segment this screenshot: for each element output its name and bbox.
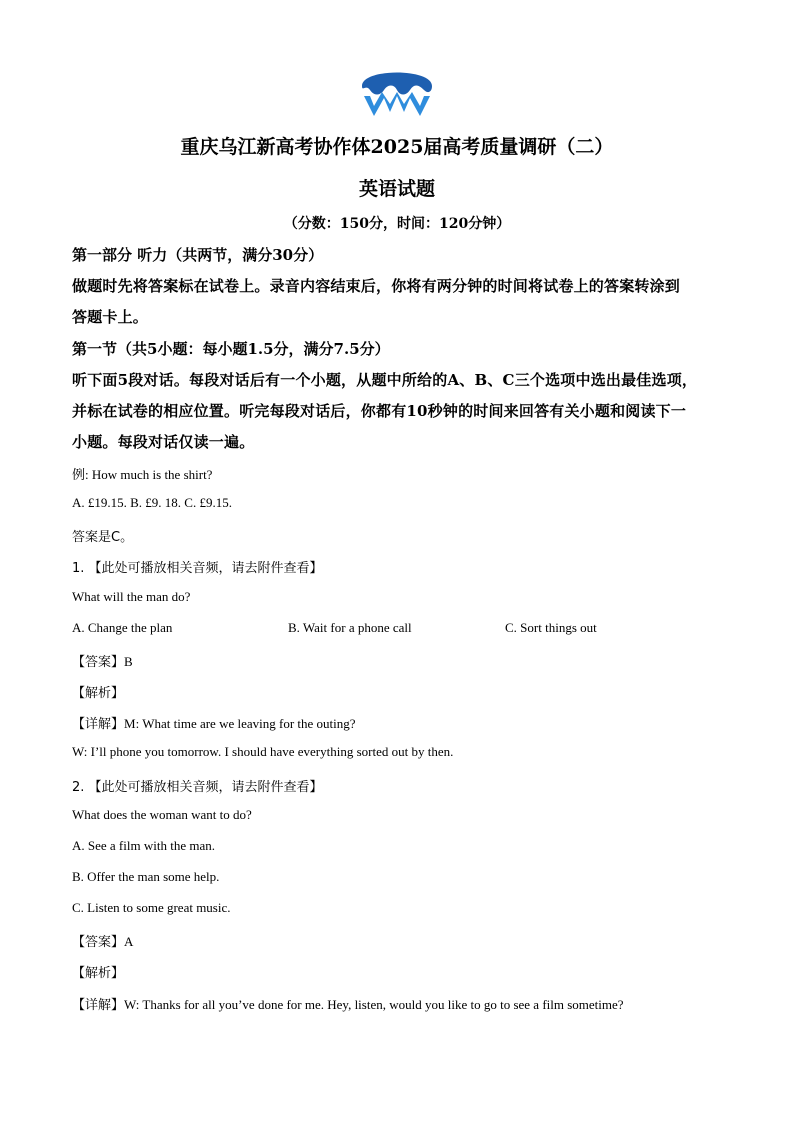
detail-row	[72, 713, 356, 732]
answer-label: 【答案】	[72, 935, 125, 950]
detail-label: 【详解】	[72, 998, 125, 1013]
example-options: A. £19.15. B. £9. 18. C. £9.15.	[72, 495, 232, 510]
question-text: What does the woman want to do?	[72, 807, 252, 822]
section1-heading: 第一节（共5小题：每小题1.5分，满分7.5分）	[72, 340, 390, 358]
subject-title: 英语试题	[358, 178, 435, 200]
score-info: （分数：150分，时间：120分钟）	[283, 216, 511, 232]
section1-instruction: 听下面5段对话。每段对话后有一个小题，从题中所给的A、B、C三个选项中选出最佳选项，	[72, 371, 698, 389]
detail-label: 【详解】	[72, 717, 125, 732]
option-c: C. Sort things out	[505, 620, 597, 635]
part1-instruction: 做题时先将答案标在试卷上。录音内容结束后，你将有两分钟的时间将试卷上的答案转涂到	[72, 277, 681, 295]
school-logo-icon	[358, 62, 436, 120]
exam-title: 重庆乌江新高考协作体2025届高考质量调研（二）	[180, 136, 614, 158]
answer-row	[72, 651, 133, 670]
detail-row	[72, 994, 624, 1013]
answer-value: B	[124, 654, 133, 669]
detail-text: W: Thanks for all you’ve done for me. Hey, listen, would you like to go to see a film sometime?	[124, 997, 624, 1012]
analysis-label: 【解析】	[72, 966, 125, 981]
question-text: What will the man do?	[72, 589, 191, 604]
answer-value: A	[124, 934, 134, 949]
detail-text: W: I’ll phone you tomorrow. I should have everything sorted out by then.	[72, 744, 454, 759]
answer-label: 【答案】	[72, 655, 125, 670]
detail-text: M: What time are we leaving for the outing?	[124, 716, 356, 731]
analysis-label: 【解析】	[72, 686, 125, 701]
question-number: 1. 【此处可播放相关音频，请去附件查看】	[72, 561, 323, 576]
answer-row	[72, 931, 133, 950]
option-b: B. Offer the man some help.	[72, 869, 220, 884]
example-answer: 答案是C。	[72, 530, 134, 545]
section1-instruction: 小题。每段对话仅读一遍。	[72, 433, 255, 451]
part1-heading: 第一部分 听力（共两节，满分30分）	[72, 246, 324, 264]
option-c: C. Listen to some great music.	[72, 900, 231, 915]
part1-instruction: 答题卡上。	[72, 308, 149, 326]
question-number: 2. 【此处可播放相关音频，请去附件查看】	[72, 780, 323, 795]
option-a: A. See a film with the man.	[72, 838, 215, 853]
example-question: 例: How much is the shirt?	[72, 467, 213, 482]
section1-instruction: 并标在试卷的相应位置。听完每段对话后，你都有10秒钟的时间来回答有关小题和阅读下一	[72, 402, 687, 420]
option-a: A. Change the plan	[72, 620, 173, 635]
option-b: B. Wait for a phone call	[288, 620, 412, 635]
